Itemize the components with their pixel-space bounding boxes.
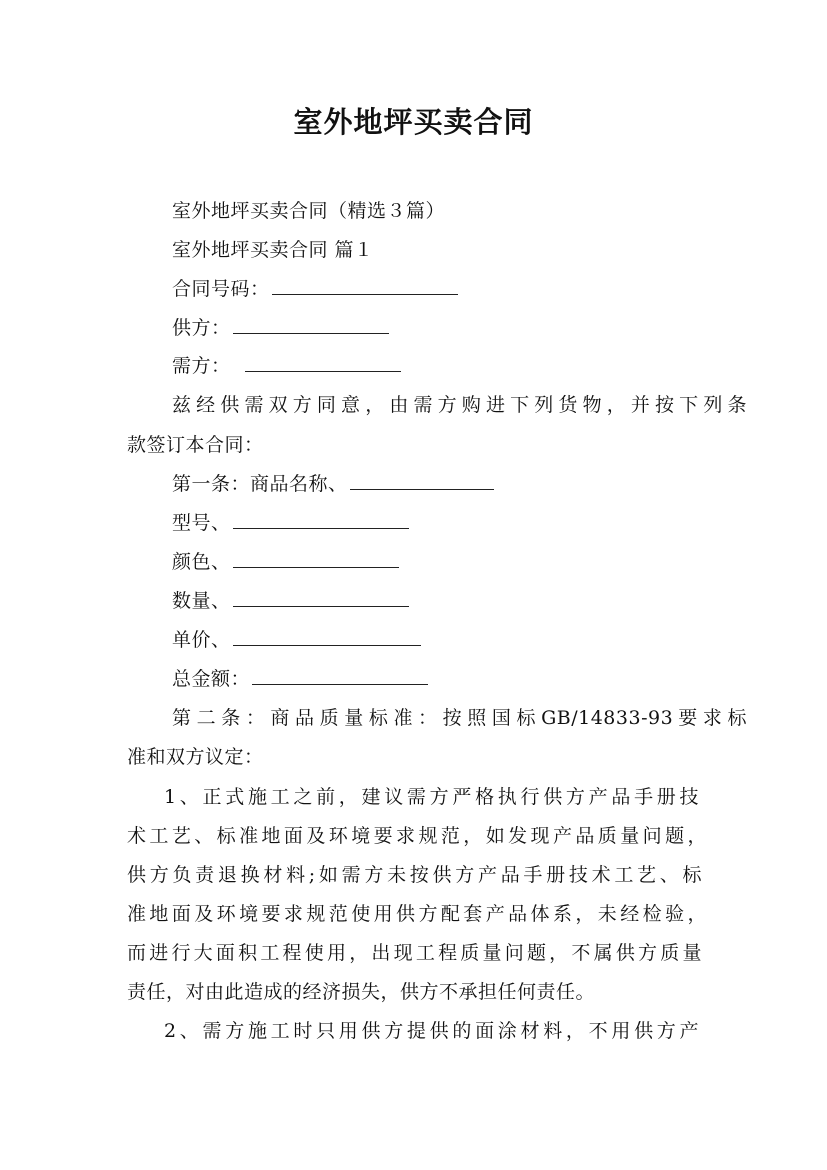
clause1-line-6: 责任，对由此造成的经济损失，供方不承担任何责任。 bbox=[127, 981, 596, 1003]
supplier-blank bbox=[233, 315, 389, 334]
clause1-line-1: 1、正式施工之前，建议需方严格执行供方产品手册技 bbox=[164, 786, 699, 808]
unit-price-label: 单价、 bbox=[172, 629, 231, 651]
supplier-label: 供方： bbox=[172, 317, 231, 339]
clause1-line-4: 准地面及环境要求规范使用供方配套产品体系，未经检验， bbox=[127, 903, 707, 925]
clause1-line-5: 而进行大面积工程使用，出现工程质量问题，不属供方质量 bbox=[127, 942, 702, 964]
article2-line-1: 第二条：商品质量标准：按照国标GB/14833-93要求标 bbox=[172, 707, 747, 729]
total-amount-blank bbox=[252, 666, 428, 685]
article2-line-2: 准和双方议定： bbox=[127, 746, 264, 768]
color-blank bbox=[233, 549, 399, 568]
quantity-label: 数量、 bbox=[172, 590, 231, 612]
quantity-line bbox=[172, 588, 409, 614]
contract-number-line bbox=[172, 276, 458, 302]
unit-price-line bbox=[172, 627, 421, 653]
intro-line-2: 款签订本合同： bbox=[127, 434, 264, 456]
supplier-line bbox=[172, 315, 389, 341]
color-line bbox=[172, 549, 399, 575]
unit-price-blank bbox=[233, 627, 421, 646]
clause1-line-3: 供方负责退换材料;如需方未按供方产品手册技术工艺、标 bbox=[127, 864, 702, 886]
buyer-label: 需方： bbox=[172, 355, 231, 377]
article1-line bbox=[172, 471, 494, 497]
model-label: 型号、 bbox=[172, 512, 231, 534]
buyer-line bbox=[172, 353, 401, 379]
document-title: 室外地坪买卖合同 bbox=[293, 105, 534, 139]
article1-label: 第一条：商品名称、 bbox=[172, 473, 348, 495]
clause1-line-2: 术工艺、标准地面及环境要求规范，如发现产品质量问题， bbox=[127, 825, 707, 847]
intro-line-1: 兹经供需双方同意，由需方购进下列货物，并按下列条 bbox=[172, 394, 747, 416]
total-amount-label: 总金额： bbox=[172, 668, 251, 690]
document-subtitle: 室外地坪买卖合同（精选３篇） bbox=[172, 200, 446, 222]
model-blank bbox=[233, 510, 409, 529]
contract-number-label: 合同号码： bbox=[172, 278, 270, 300]
total-amount-line bbox=[172, 666, 428, 692]
buyer-blank bbox=[245, 353, 401, 372]
product-name-blank bbox=[350, 471, 494, 490]
contract-number-blank bbox=[272, 276, 458, 295]
model-line bbox=[172, 510, 409, 536]
clause2-line-1: 2、需方施工时只用供方提供的面涂材料，不用供方产 bbox=[164, 1020, 699, 1042]
quantity-blank bbox=[233, 588, 409, 607]
section-heading: 室外地坪买卖合同 篇１ bbox=[172, 239, 374, 261]
color-label: 颜色、 bbox=[172, 551, 231, 573]
